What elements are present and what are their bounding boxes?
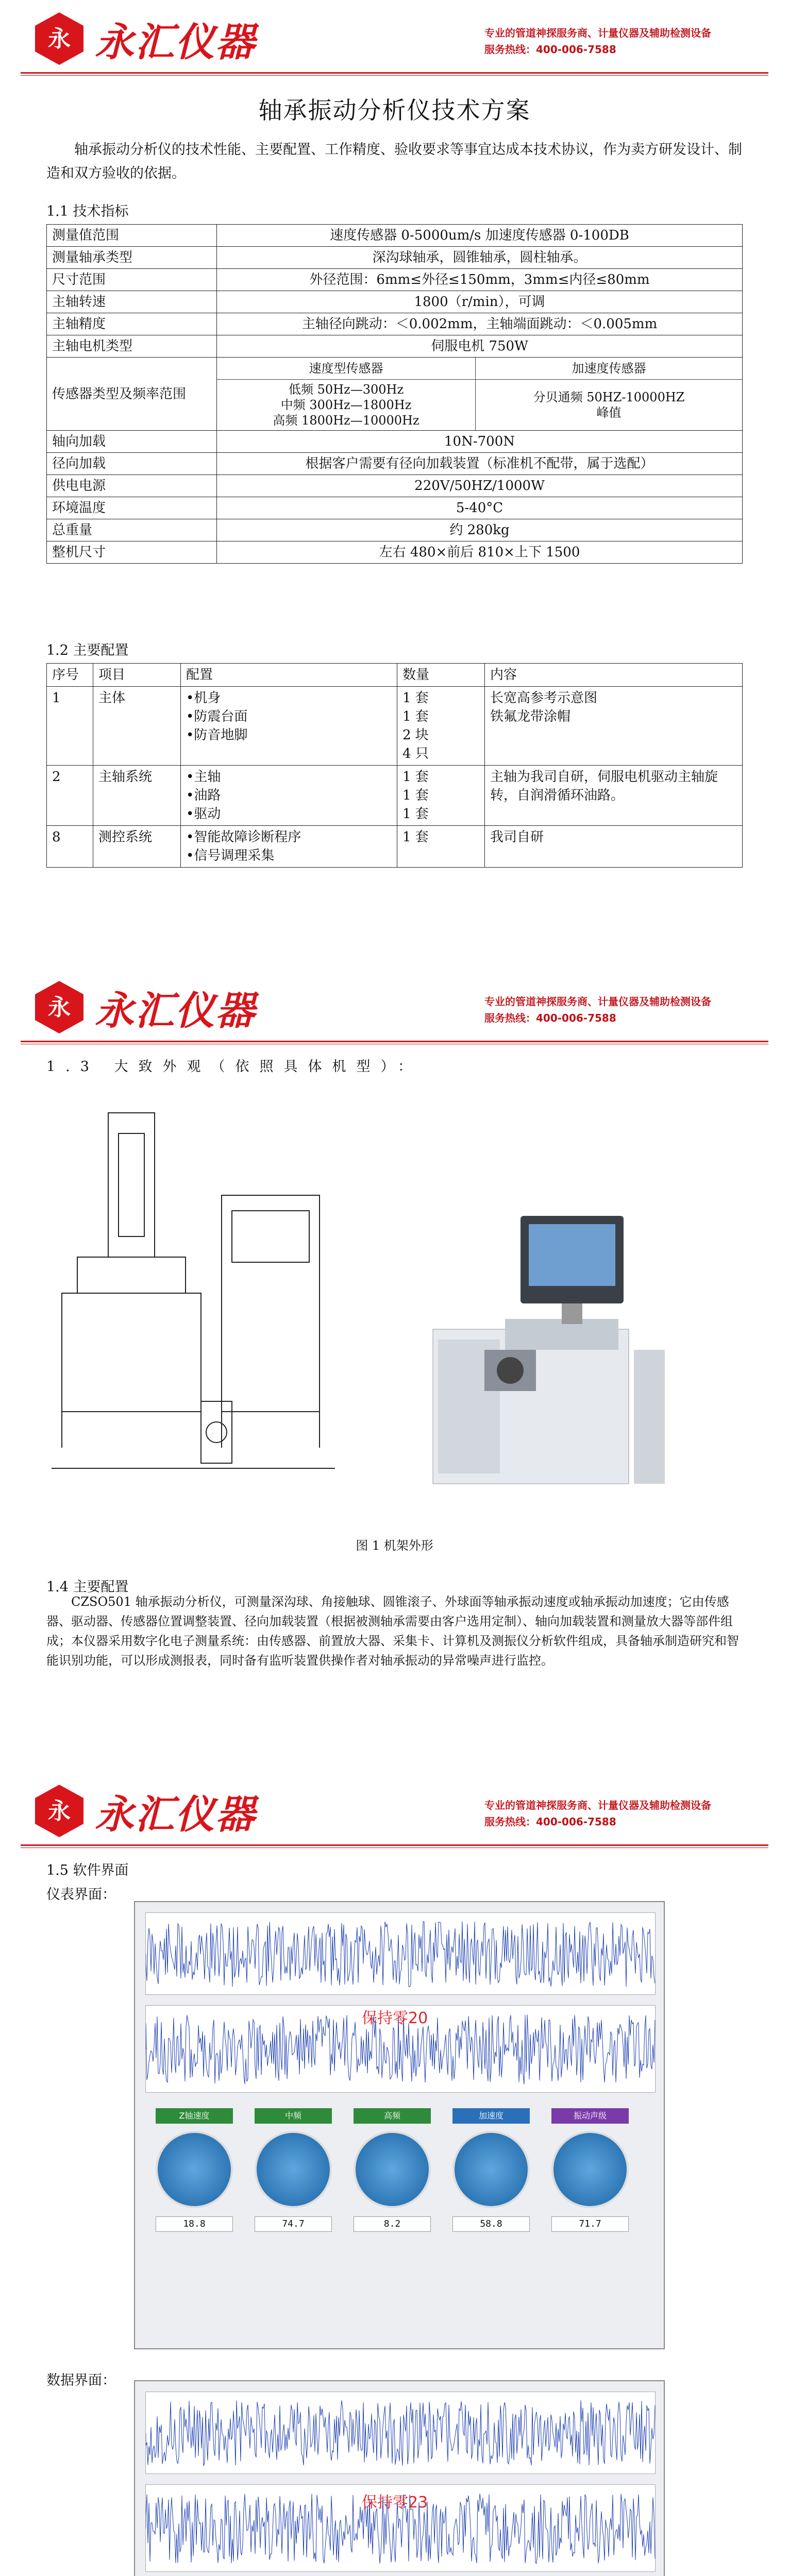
config-cell: 主轴系统 (93, 766, 181, 826)
spec-label: 主轴精度 (47, 313, 217, 335)
spec-value: 1800（r/min），可调 (217, 291, 743, 313)
sensor-speed-head: 速度型传感器 (217, 358, 476, 380)
section-1-4-paragraph: CZSO501 轴承振动分析仪，可测量深沟球、角接触球、圆锥滚子、外球面等轴承振动速度或轴承振动加速度；它由传感器、驱动器、传感器位置调整装置、径向加载装置（根据被测轴承需要由客户选用定制）、轴向加载装置和测量放大器等部件组成；本仪器采用数字化电子测量系统：由传感器、前置放大器、采集卡、计算机及测振仪分析软件组成，具备轴承制造研究和智能识别功能，可以形成测报表，同时备有监听装置供操作者对轴承振动的异常噪声进行监控。 (46, 1595, 739, 1668)
config-cell: 2 (47, 766, 93, 826)
spec-label: 主轴转速 (47, 291, 217, 313)
config-header: 数量 (397, 664, 485, 687)
waveform-panel-1 (145, 1912, 656, 1995)
gauge-dial (452, 2131, 530, 2208)
spec-value: 根据客户需要有径向加载装置（标准机不配带，属于选配） (217, 453, 743, 475)
spec-value: 10N-700N (217, 431, 743, 453)
spec-value: 约 280kg (217, 519, 743, 541)
header-rule (21, 72, 768, 74)
gauge-dial (551, 2131, 629, 2208)
gauge-value: 58.8 (452, 2216, 530, 2232)
spec-value: 左右 480×前后 810×上下 1500 (217, 541, 743, 564)
page-2 (0, 969, 789, 1680)
gauge-value: 18.8 (156, 2216, 233, 2232)
svg-text:永: 永 (48, 1798, 71, 1824)
spec-row (47, 247, 743, 269)
header-rule-thin (21, 75, 768, 76)
brand-logo (31, 1783, 256, 1839)
instrument-screen (134, 1901, 665, 2349)
spec-label: 轴向加载 (47, 431, 217, 453)
config-cell: 长宽高参考示意图 铁氟龙带涂帽 (485, 687, 743, 766)
config-row (47, 766, 743, 826)
config-cell: 主轴为我司自研，伺服电机驱动主轴旋转，自润滑循环油路。 (485, 766, 743, 826)
gauge-value: 71.7 (551, 2216, 629, 2232)
spec-table (46, 224, 743, 564)
data-screen-label: 数据界面： (46, 2372, 116, 2388)
page-header (0, 969, 789, 1046)
spec-label: 尺寸范围 (47, 269, 217, 291)
config-cell: 1 套 (397, 826, 485, 868)
spec-row (47, 453, 743, 475)
waveform-trace (146, 2400, 655, 2466)
page-1 (0, 0, 789, 608)
sensor-speed-bands: 低频 50Hz—300Hz 中频 300Hz—1800Hz 高频 1800Hz—10000Hz (217, 380, 476, 431)
config-cell: 1 套 1 套 1 套 (397, 766, 485, 826)
spec-row (47, 313, 743, 335)
brand-logo (31, 979, 256, 1036)
config-cell: •主轴 •油路 •驱动 (181, 766, 397, 826)
data-screen (134, 2380, 665, 2576)
waveform-trace (146, 1922, 655, 1987)
config-header: 内容 (485, 664, 743, 687)
config-cell: 测控系统 (93, 826, 181, 868)
section-1-4-heading: 1.4 主要配置 (46, 1579, 129, 1595)
sensor-acc-head: 加速度传感器 (476, 358, 742, 380)
spec-row (47, 291, 743, 313)
sensor-type-cell (217, 358, 743, 431)
spec-row (47, 497, 743, 519)
gauge-title: 加速度 (452, 2108, 530, 2124)
gauge-title: 中频 (255, 2108, 332, 2124)
page-header (0, 1772, 789, 1850)
config-cell: 1 (47, 687, 93, 766)
gauge-title: Z轴速度 (156, 2108, 233, 2124)
waveform-panel-3 (145, 2392, 656, 2474)
page-3 (0, 1772, 789, 2576)
config-cell: 1 套 1 套 2 块 4 只 (397, 687, 485, 766)
spec-value: 深沟球轴承，圆锥轴承，圆柱轴承。 (217, 247, 743, 269)
header-rule (21, 1041, 768, 1042)
section-1-5-heading: 1.5 软件界面 (46, 1862, 129, 1878)
gauge-title: 振动声级 (551, 2108, 629, 2124)
hold-zero-label: 保持零23 (362, 2494, 428, 2512)
config-row (47, 826, 743, 868)
machine-photo (392, 1195, 701, 1504)
config-cell: 我司自研 (485, 826, 743, 868)
sensor-acc-bands: 分贝通频 50HZ-10000HZ 峰值 (533, 390, 685, 420)
gauge-title: 高频 (354, 2108, 431, 2124)
gauge-dial (255, 2131, 332, 2208)
brand-badge-icon (31, 1783, 88, 1839)
section-1-2-heading: 1.2 主要配置 (46, 642, 129, 658)
spec-label: 供电电源 (47, 475, 217, 497)
config-section (0, 608, 789, 999)
spec-label: 主轴电机类型 (47, 335, 217, 358)
spec-value: 220V/50HZ/1000W (217, 475, 743, 497)
spec-label: 传感器类型及频率范围 (47, 358, 217, 431)
config-table (46, 663, 743, 868)
brand-slogan: 专业的管道神探服务商、计量仪器及辅助检测设备 服务热线：400-006-7588 (484, 1799, 711, 1828)
gauge-dial (354, 2131, 431, 2208)
spec-value: 外径范围：6mm≤外径≤150mm，3mm≤内径≤80mm (217, 269, 743, 291)
gauge-value: 74.7 (255, 2216, 332, 2232)
figure-1-caption: 图 1 机架外形 (356, 1538, 433, 1553)
header-rule (21, 1844, 768, 1846)
brand-name: 永汇仪器 (95, 1791, 256, 1837)
spec-row (47, 541, 743, 564)
spec-row (47, 431, 743, 453)
svg-text:永: 永 (48, 994, 71, 1021)
spec-value: 伺服电机 750W (217, 335, 743, 358)
gauge-dial (156, 2131, 233, 2208)
spec-label: 总重量 (47, 519, 217, 541)
spec-row (47, 269, 743, 291)
config-cell: •机身 •防震台面 •防音地脚 (181, 687, 397, 766)
gauge-value: 8.2 (354, 2216, 431, 2232)
spec-label: 环境温度 (47, 497, 217, 519)
spec-row (47, 358, 743, 431)
spec-label: 测量值范围 (47, 225, 217, 247)
page-header (0, 0, 789, 77)
brand-badge-icon (31, 10, 88, 67)
hold-zero-label: 保持零20 (362, 2009, 428, 2027)
config-row (47, 687, 743, 766)
spec-row (47, 475, 743, 497)
spec-row (47, 225, 743, 247)
config-cell: •智能故障诊断程序 •信号调理采集 (181, 826, 397, 868)
spec-value: 5-40°C (217, 497, 743, 519)
config-cell: 8 (47, 826, 93, 868)
brand-logo (31, 10, 256, 67)
brand-name: 永汇仪器 (95, 987, 256, 1033)
machine-drawing (46, 1092, 366, 1484)
spec-row (47, 335, 743, 358)
config-header: 配置 (181, 664, 397, 687)
section-1-3-heading: 1.3 大致外观（依照具体机型）： (46, 1059, 423, 1075)
spec-label: 测量轴承类型 (47, 247, 217, 269)
config-header: 项目 (93, 664, 181, 687)
spec-label: 径向加载 (47, 453, 217, 475)
spec-value: 主轴径向跳动：＜0.002mm，主轴端面跳动：＜0.005mm (217, 313, 743, 335)
spec-value: 速度传感器 0-5000um/s 加速度传感器 0-100DB (217, 225, 743, 247)
instrument-screen-label: 仪表界面： (46, 1887, 116, 1903)
spec-label: 整机尺寸 (47, 541, 217, 564)
brand-badge-icon (31, 979, 88, 1036)
section-1-1-heading: 1.1 技术指标 (46, 204, 129, 219)
brand-slogan: 专业的管道神探服务商、计量仪器及辅助检测设备 服务热线：400-006-7588 (484, 27, 711, 56)
config-cell: 主体 (93, 687, 181, 766)
intro-paragraph: 轴承振动分析仪的技术性能、主要配置、工作精度、验收要求等事宜达成本技术协议，作为卖方研发设计、制造和双方验收的依据。 (46, 142, 742, 181)
svg-text:永: 永 (48, 26, 71, 52)
document-title: 轴承振动分析仪技术方案 (258, 96, 531, 124)
brand-name: 永汇仪器 (95, 19, 256, 65)
spec-row (47, 519, 743, 541)
gauge-row (156, 2108, 650, 2335)
brand-slogan: 专业的管道神探服务商、计量仪器及辅助检测设备 服务热线：400-006-7588 (484, 995, 711, 1024)
config-header: 序号 (47, 664, 93, 687)
